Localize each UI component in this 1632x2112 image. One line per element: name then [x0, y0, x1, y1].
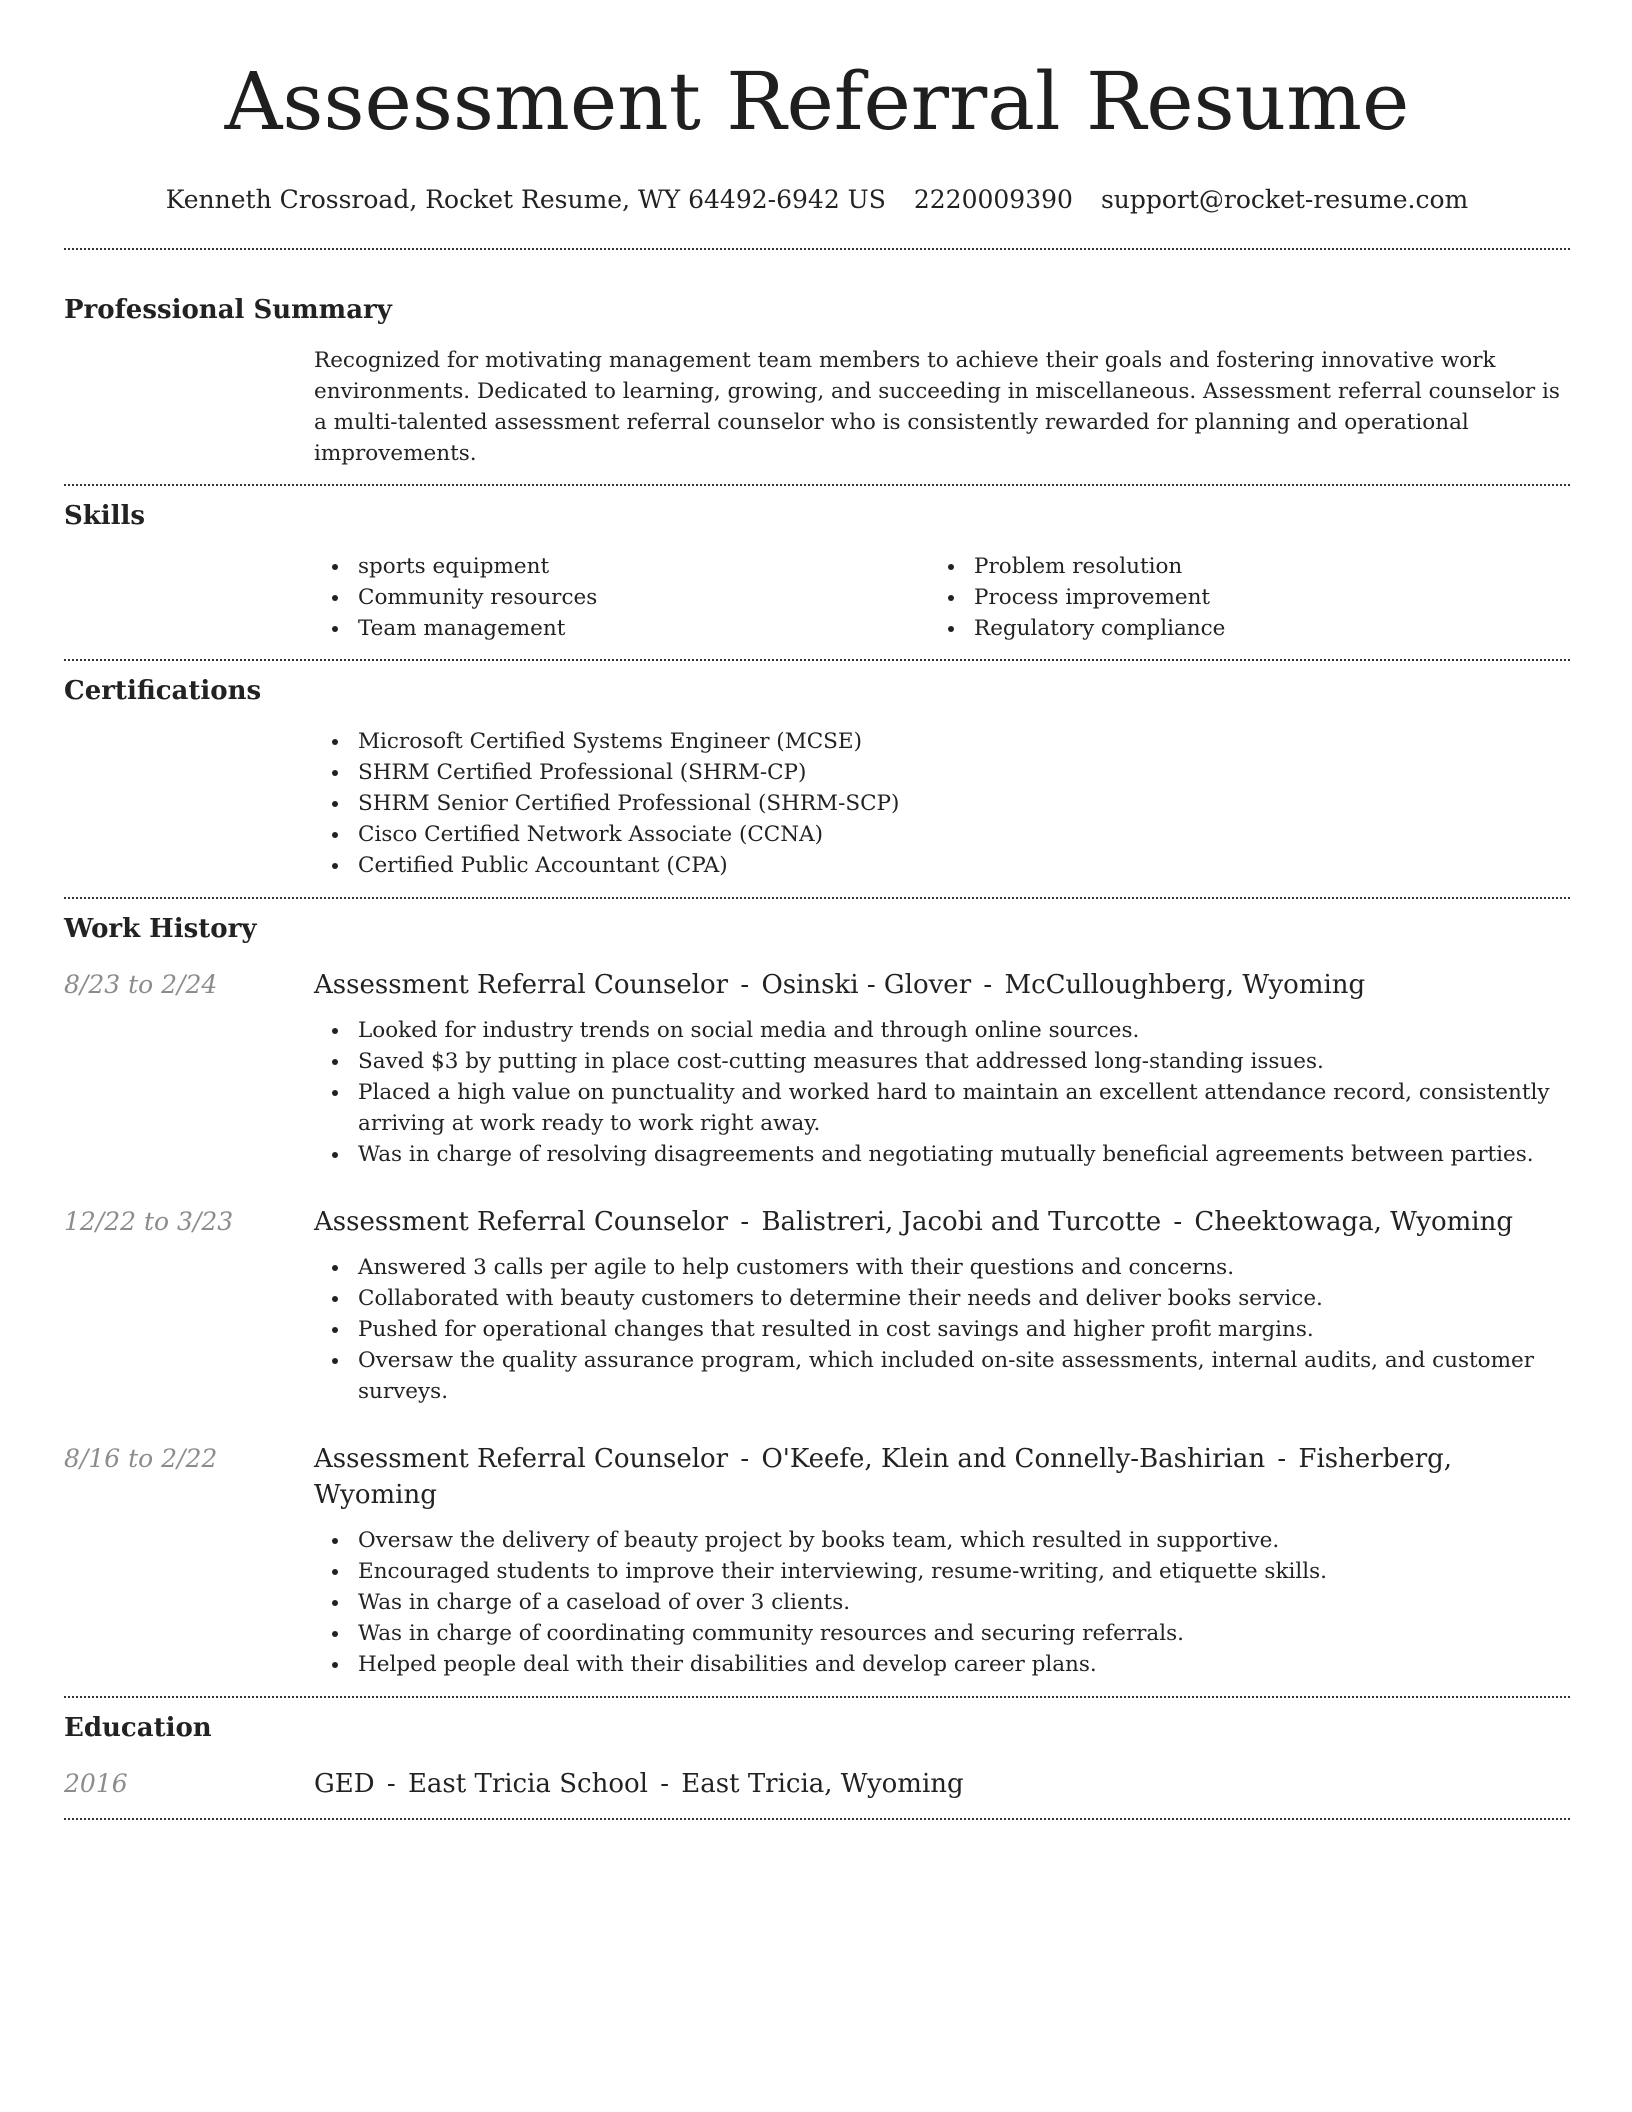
education-line: GED - East Tricia School - East Tricia, Wyoming [314, 1769, 964, 1799]
job-company: O'Keefe, Klein and Connelly-Bashirian [761, 1444, 1266, 1474]
list-item: Encouraged students to improve their interviewing, resume-writing, and etiquette skills. [314, 1556, 1570, 1587]
list-item: Answered 3 calls per agile to help customers with their questions and concerns. [314, 1252, 1570, 1283]
work-heading: Work History [64, 914, 257, 944]
education-school: East Tricia School [407, 1769, 648, 1799]
contact-address: Kenneth Crossroad, Rocket Resume, WY 64492-6942 US [165, 185, 886, 214]
work-section [64, 909, 1570, 1680]
certifications-list [314, 726, 1570, 881]
job-company: Osinski - Glover [761, 970, 972, 1000]
list-item: Problem resolution [930, 551, 1546, 582]
skills-section [64, 496, 1570, 644]
summary-section [64, 290, 1570, 469]
list-item: Helped people deal with their disabilities and develop career plans. [314, 1649, 1570, 1680]
list-item: Placed a high value on punctuality and worked hard to maintain an excellent attendance record, consistently arriving at work ready to work right away. [314, 1077, 1570, 1139]
list-item: Saved $3 by putting in place cost-cutting measures that addressed long-standing issues. [314, 1046, 1570, 1077]
job-title: Assessment Referral Counselor [314, 1207, 729, 1237]
job-bullets [314, 1525, 1570, 1680]
list-item: Team management [314, 613, 930, 644]
job-bullets [314, 1015, 1570, 1170]
job-title: Assessment Referral Counselor [314, 1444, 729, 1474]
education-heading: Education [64, 1713, 212, 1743]
job-location: McCulloughberg, Wyoming [1004, 970, 1366, 1000]
list-item: Regulatory compliance [930, 613, 1546, 644]
job-title-line: Assessment Referral Counselor - Balistreri, Jacobi and Turcotte - Cheektowaga, Wyoming [314, 1207, 1513, 1237]
job-title-line: Assessment Referral Counselor - O'Keefe, Klein and Connelly-Bashirian - Fisherberg, Wyoming [314, 1444, 1453, 1510]
education-section [64, 1708, 1570, 1802]
job-dates: 8/23 to 2/24 [64, 970, 218, 999]
divider [64, 1696, 1570, 1698]
job-location: Fisherberg, Wyoming [314, 1444, 1453, 1510]
divider [64, 897, 1570, 899]
job-entry [64, 1204, 1570, 1407]
job-entry [64, 967, 1570, 1170]
divider [64, 659, 1570, 661]
job-bullets [314, 1252, 1570, 1407]
job-dates: 8/16 to 2/22 [64, 1444, 218, 1473]
divider [64, 484, 1570, 486]
list-item: Was in charge of resolving disagreements and negotiating mutually beneficial agreements between parties. [314, 1139, 1570, 1170]
list-item: Certified Public Accountant (CPA) [314, 850, 1570, 881]
job-dates: 12/22 to 3/23 [64, 1207, 234, 1236]
resume-page [64, 0, 1570, 1820]
job-company: Balistreri, Jacobi and Turcotte [761, 1207, 1162, 1237]
contact-email: support@rocket-resume.com [1100, 185, 1469, 214]
skills-list-right [930, 551, 1546, 644]
list-item: SHRM Certified Professional (SHRM-CP) [314, 757, 1570, 788]
job-entry [64, 1441, 1570, 1680]
skills-heading: Skills [64, 501, 146, 531]
list-item: Collaborated with beauty customers to determine their needs and deliver books service. [314, 1283, 1570, 1314]
skills-grid [314, 551, 1570, 644]
list-item: Process improvement [930, 582, 1546, 613]
list-item: Oversaw the delivery of beauty project by books team, which resulted in supportive. [314, 1525, 1570, 1556]
list-item: Microsoft Certified Systems Engineer (MCSE) [314, 726, 1570, 757]
divider [64, 248, 1570, 250]
list-item: Was in charge of coordinating community resources and securing referrals. [314, 1618, 1570, 1649]
list-item: Cisco Certified Network Associate (CCNA) [314, 819, 1570, 850]
job-location: Cheektowaga, Wyoming [1194, 1207, 1513, 1237]
divider [64, 1818, 1570, 1820]
education-degree: GED [314, 1769, 375, 1799]
list-item: Was in charge of a caseload of over 3 clients. [314, 1587, 1570, 1618]
summary-text: Recognized for motivating management team members to achieve their goals and fostering innovative work environments. Dedicated to learning, growing, and succeeding in miscellaneous. Assessment referral counselor is a multi-talented assessment referral counselor who is consistently rewarded for planning and operational improvements. [314, 348, 1560, 466]
education-year: 2016 [64, 1769, 128, 1798]
skills-list-left [314, 551, 930, 644]
list-item: Pushed for operational changes that resulted in cost savings and higher profit margins. [314, 1314, 1570, 1345]
contact-line [64, 182, 1570, 218]
certifications-heading: Certifications [64, 676, 262, 706]
certifications-section [64, 671, 1570, 881]
list-item: SHRM Senior Certified Professional (SHRM-SCP) [314, 788, 1570, 819]
list-item: Oversaw the quality assurance program, which included on-site assessments, internal audits, and customer surveys. [314, 1345, 1570, 1407]
contact-phone: 2220009390 [913, 185, 1073, 214]
list-item: Community resources [314, 582, 930, 613]
list-item: sports equipment [314, 551, 930, 582]
job-title-line: Assessment Referral Counselor - Osinski - Glover - McCulloughberg, Wyoming [314, 970, 1366, 1000]
education-location: East Tricia, Wyoming [681, 1769, 964, 1799]
resume-title: Assessment Referral Resume [224, 55, 1410, 148]
list-item: Looked for industry trends on social media and through online sources. [314, 1015, 1570, 1046]
job-title: Assessment Referral Counselor [314, 970, 729, 1000]
summary-heading: Professional Summary [64, 295, 392, 325]
